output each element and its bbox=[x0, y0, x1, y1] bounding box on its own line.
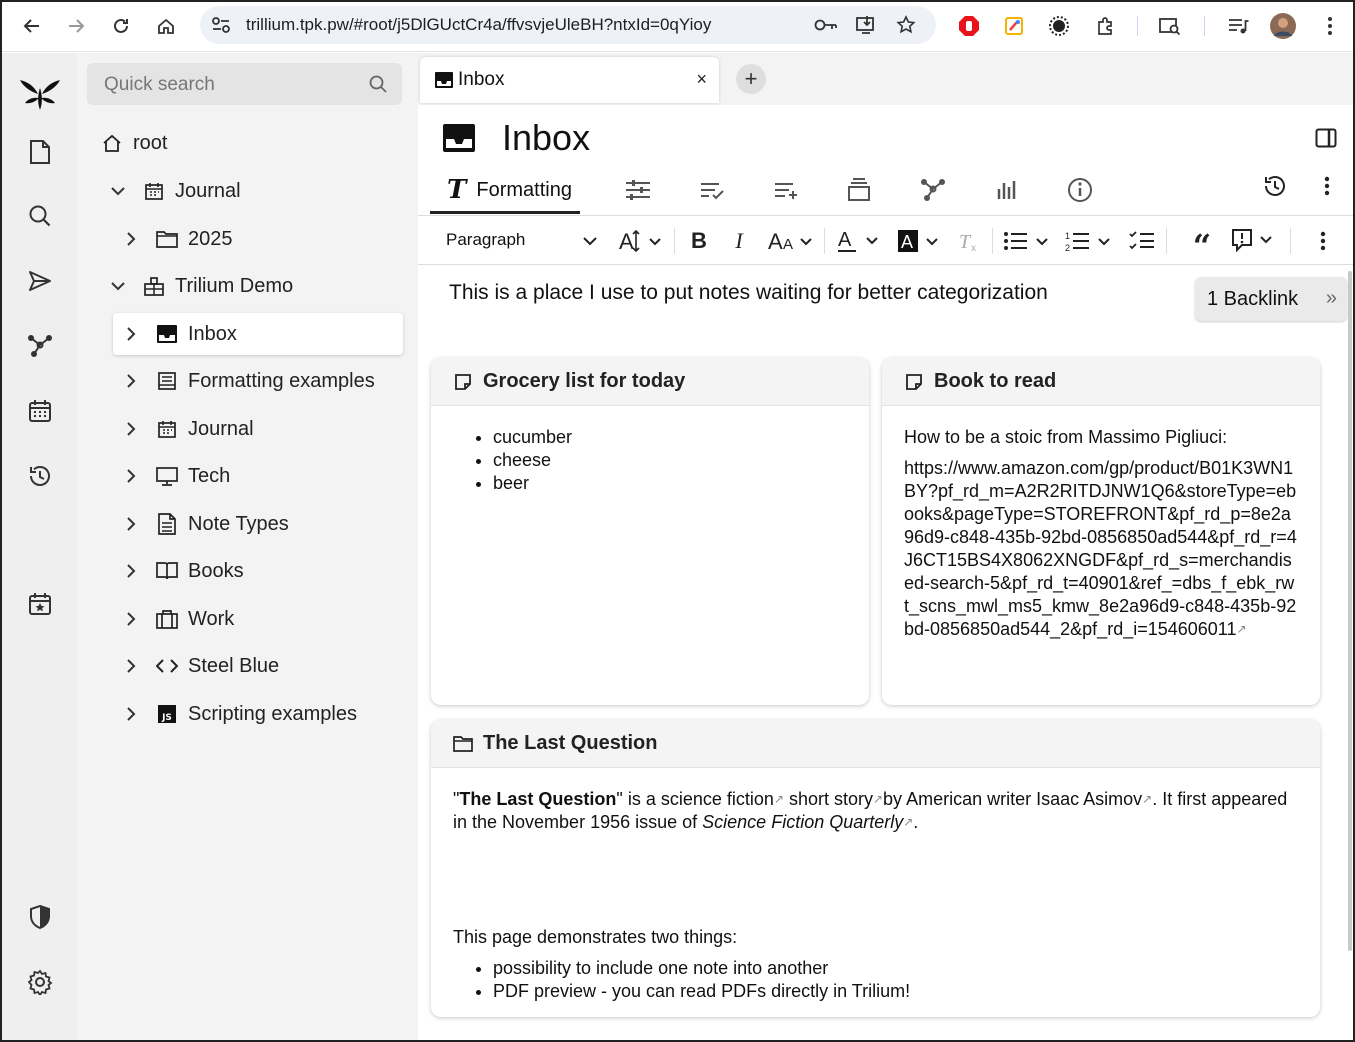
toolbar-separator bbox=[992, 228, 993, 254]
sticky-note-icon bbox=[453, 372, 473, 392]
tree-item-root[interactable] bbox=[101, 122, 167, 164]
tree-item-books[interactable] bbox=[122, 550, 244, 592]
sliders-icon[interactable] bbox=[623, 175, 653, 205]
today-calendar-icon[interactable] bbox=[24, 588, 56, 620]
chevron-right-icon[interactable] bbox=[122, 467, 140, 485]
calendar-icon bbox=[156, 418, 178, 440]
forward-arrow-icon[interactable] bbox=[62, 12, 90, 40]
list-item: • possibility to include one note into another bbox=[493, 957, 1298, 980]
list-item: • PDF preview - you can read PDFs directly in Trilium! bbox=[493, 980, 1298, 1003]
key-icon[interactable] bbox=[812, 11, 840, 39]
tab-strip bbox=[418, 53, 1353, 105]
chevron-right-icon[interactable] bbox=[122, 610, 140, 628]
color-picker-extension-icon[interactable] bbox=[1000, 12, 1028, 40]
content-scrollbar[interactable] bbox=[1348, 271, 1352, 951]
calendar-icon bbox=[143, 180, 165, 202]
star-icon[interactable] bbox=[892, 11, 920, 39]
inbox-icon bbox=[156, 323, 178, 345]
chevron-right-icon[interactable] bbox=[122, 657, 140, 675]
card-title: Book to read bbox=[934, 370, 1057, 392]
tab-formatting[interactable] bbox=[430, 169, 580, 214]
text-case-icon[interactable] bbox=[766, 226, 816, 256]
tree-item-2025[interactable] bbox=[122, 218, 233, 260]
app-icon bbox=[143, 275, 165, 297]
tree-item-label: Books bbox=[188, 559, 244, 582]
history-icon[interactable] bbox=[1260, 171, 1290, 201]
grocery-list bbox=[453, 426, 847, 495]
link-short-story[interactable]: short story bbox=[783, 789, 873, 809]
chevron-down-icon[interactable] bbox=[109, 277, 127, 295]
card-header[interactable] bbox=[431, 358, 869, 406]
svg-text:A: A bbox=[768, 229, 783, 253]
quick-search-placeholder: Quick search bbox=[104, 74, 215, 95]
toolbar-more-icon[interactable] bbox=[1316, 226, 1330, 256]
included-note-grocery[interactable] bbox=[431, 358, 869, 705]
book-open-icon bbox=[156, 370, 178, 392]
demo-list bbox=[453, 957, 1298, 1003]
list-add-icon[interactable] bbox=[771, 175, 801, 205]
toggle-right-pane-icon[interactable] bbox=[1315, 127, 1337, 149]
list-item: • cheese bbox=[493, 449, 847, 472]
note-content[interactable] bbox=[418, 265, 1353, 1042]
chevron-right-icon[interactable] bbox=[122, 562, 140, 580]
tab-title: Inbox bbox=[458, 69, 505, 90]
new-tab-button[interactable]: + bbox=[736, 64, 766, 94]
tree-item-journal-2[interactable] bbox=[122, 408, 254, 450]
inbox-icon bbox=[434, 71, 454, 89]
tree-item-formatting-examples[interactable] bbox=[122, 360, 375, 402]
tree-item-label: Scripting examples bbox=[188, 702, 357, 725]
card-title: The Last Question bbox=[483, 732, 658, 754]
chevron-right-icon[interactable] bbox=[122, 515, 140, 533]
tree-item-tech[interactable] bbox=[122, 455, 230, 497]
chevron-right-icon[interactable] bbox=[122, 230, 140, 248]
tree-item-label: Formatting examples bbox=[188, 369, 375, 392]
tree-item-label: Note Types bbox=[188, 512, 289, 535]
note-title-row bbox=[418, 105, 1353, 169]
text-format-icon: T bbox=[447, 175, 467, 205]
extensions-puzzle-icon[interactable] bbox=[1091, 12, 1119, 40]
monitor-icon bbox=[156, 465, 178, 487]
note-intro-text: This is a place I use to put notes waiting for better categorization bbox=[449, 281, 1048, 304]
bar-chart-icon[interactable] bbox=[992, 175, 1022, 205]
install-app-icon[interactable] bbox=[852, 11, 880, 39]
toolbar-separator bbox=[1290, 228, 1291, 254]
note-map-icon[interactable] bbox=[918, 175, 948, 205]
bold-title: The Last Question bbox=[459, 789, 617, 809]
tree-item-label: Journal bbox=[175, 179, 241, 202]
blockquote-icon[interactable]: “ bbox=[1192, 227, 1212, 265]
demo-intro: This page demonstrates two things: bbox=[453, 927, 738, 947]
external-link-icon: ↗ bbox=[773, 792, 784, 806]
note-title[interactable]: Inbox bbox=[502, 117, 591, 158]
svg-text:A: A bbox=[783, 236, 794, 253]
external-link-icon: ↗ bbox=[1142, 792, 1153, 806]
bulleted-list-icon[interactable] bbox=[1002, 226, 1052, 256]
backlink-label: 1 Backlink bbox=[1207, 287, 1299, 310]
text-segment: is a science fiction bbox=[622, 789, 774, 809]
home-icon bbox=[101, 132, 123, 154]
file-text-icon bbox=[156, 513, 178, 535]
settings-gear-icon[interactable] bbox=[24, 966, 56, 998]
external-link-icon: ↗ bbox=[903, 815, 914, 829]
toolbar-divider bbox=[1137, 16, 1138, 36]
tab-close-button[interactable]: × bbox=[696, 69, 707, 89]
link-science-fiction-quarterly[interactable]: Science Fiction Quarterly bbox=[702, 812, 904, 832]
reload-icon[interactable] bbox=[107, 12, 135, 40]
tree-item-journal[interactable] bbox=[109, 170, 241, 212]
card-title: Grocery list for today bbox=[483, 370, 686, 392]
svg-text:JS: JS bbox=[162, 713, 172, 723]
remove-format-icon[interactable] bbox=[956, 226, 982, 256]
italic-icon[interactable]: I bbox=[735, 228, 743, 253]
list-check-icon[interactable] bbox=[697, 175, 727, 205]
tree-item-label: Inbox bbox=[188, 322, 237, 345]
external-link-icon: ↗ bbox=[872, 792, 884, 806]
tree-item-label: Steel Blue bbox=[188, 654, 280, 677]
tree-item-trilium-demo[interactable] bbox=[109, 265, 293, 307]
briefcase-icon bbox=[156, 608, 178, 630]
included-note-book[interactable] bbox=[882, 358, 1320, 705]
backlink-button[interactable] bbox=[1195, 277, 1347, 321]
js-icon bbox=[156, 703, 178, 725]
formatting-tab-label: Formatting bbox=[476, 178, 572, 201]
link-isaac-asimov[interactable]: by American writer Isaac Asimov bbox=[883, 789, 1143, 809]
toolbar-separator bbox=[674, 228, 675, 254]
numbered-list-icon[interactable] bbox=[1064, 226, 1114, 256]
main-note-area bbox=[418, 53, 1353, 1042]
book-link[interactable] bbox=[904, 457, 1298, 641]
quick-search-input[interactable] bbox=[87, 63, 402, 105]
todo-list-icon[interactable] bbox=[1128, 226, 1156, 256]
chevron-right-icon[interactable] bbox=[122, 325, 140, 343]
list-item: • cucumber bbox=[493, 426, 847, 449]
adblock-extension-icon[interactable] bbox=[955, 12, 983, 40]
paragraph-style-dropdown[interactable]: Paragraph bbox=[446, 230, 526, 249]
media-queue-icon[interactable] bbox=[1224, 12, 1252, 40]
send-icon[interactable] bbox=[24, 265, 56, 297]
font-color-icon[interactable] bbox=[836, 226, 882, 256]
sun-extension-icon[interactable] bbox=[1045, 12, 1073, 40]
svg-text:1: 1 bbox=[1065, 231, 1071, 241]
chevron-right-icon[interactable] bbox=[122, 372, 140, 390]
folder-icon bbox=[156, 228, 178, 250]
address-bar[interactable] bbox=[200, 6, 936, 44]
tree-item-label: 2025 bbox=[188, 227, 233, 250]
url-text: trillium.tpk.pw/#root/j5DlGUctCr4a/ffvsvjeUleBH?ntxId=0qYioy bbox=[246, 15, 712, 34]
tree-item-label: Work bbox=[188, 607, 235, 630]
tree-item-steel-blue[interactable] bbox=[122, 645, 279, 687]
site-settings-icon[interactable] bbox=[210, 15, 232, 35]
tree-item-note-types[interactable] bbox=[122, 503, 289, 545]
protected-session-icon[interactable] bbox=[24, 901, 56, 933]
search-icon[interactable] bbox=[24, 200, 56, 232]
trilium-logo-icon[interactable] bbox=[18, 73, 62, 113]
tree-item-label: Trilium Demo bbox=[175, 274, 294, 297]
tree-item-label: root bbox=[133, 131, 168, 154]
svg-text:A: A bbox=[901, 232, 914, 252]
profile-avatar[interactable] bbox=[1269, 12, 1297, 40]
note-map-icon[interactable] bbox=[24, 330, 56, 362]
chevron-right-icon[interactable] bbox=[122, 420, 140, 438]
background-color-icon[interactable] bbox=[896, 226, 942, 256]
svg-text:x: x bbox=[971, 243, 976, 253]
new-note-icon[interactable] bbox=[24, 136, 56, 168]
launcher-bar bbox=[2, 53, 77, 1042]
browser-menu-icon[interactable] bbox=[1316, 12, 1344, 40]
svg-text:2: 2 bbox=[1065, 243, 1071, 253]
card-header[interactable] bbox=[882, 358, 1320, 406]
text-segment: . bbox=[913, 812, 919, 832]
book-description: How to be a stoic from Massimo Pigliuci: bbox=[904, 427, 1228, 447]
tab-inbox[interactable] bbox=[420, 57, 719, 103]
calendar-icon[interactable] bbox=[24, 395, 56, 427]
home-icon[interactable] bbox=[152, 12, 180, 40]
info-icon[interactable] bbox=[1065, 175, 1095, 205]
tree-item-work[interactable] bbox=[122, 598, 234, 640]
tree-item-label: Tech bbox=[188, 464, 231, 487]
book-link-text: https://www.amazon.com/gp/product/B01K3WN1BY?pf_rd_m=A2R2RITDJNW1Q6&storeType=ebooks&pageType=STOREFRONT&pf_rd_p=8e2a96d9-c848-435b-92bd-0856850ad544&pf_rd_r=4J6CT15BS4X8062XNGDF&pf_rd_s=merchandised-search-5&pf_rd_t=40901&ref_=dbs_f_ebk_rwt_scns_mwl_ms5_kmw_8e2a96d9-c848-435b-92bd-0856850ad544_2&pf_rd_i=154606011 bbox=[904, 458, 1297, 639]
list-item: • beer bbox=[493, 472, 847, 495]
double-chevron-right-icon: » bbox=[1325, 287, 1337, 309]
search-tab-icon[interactable] bbox=[1156, 12, 1184, 40]
back-arrow-icon[interactable] bbox=[18, 12, 46, 40]
collection-icon[interactable] bbox=[844, 175, 874, 205]
browser-toolbar bbox=[2, 2, 1353, 52]
chevron-down-icon[interactable] bbox=[581, 226, 599, 256]
admonition-icon[interactable] bbox=[1230, 226, 1278, 256]
code-icon bbox=[156, 655, 178, 677]
toolbar-separator bbox=[1166, 228, 1167, 254]
bold-icon[interactable]: B bbox=[691, 228, 707, 253]
svg-text:A: A bbox=[838, 229, 852, 251]
chevron-right-icon[interactable] bbox=[122, 705, 140, 723]
note-tree-panel bbox=[77, 53, 418, 1042]
font-size-icon[interactable] bbox=[616, 226, 666, 256]
toolbar-separator bbox=[824, 228, 825, 254]
included-note-last-question[interactable] bbox=[431, 720, 1320, 1017]
chevron-down-icon[interactable] bbox=[109, 182, 127, 200]
card-header[interactable] bbox=[431, 720, 1320, 768]
svg-text:A: A bbox=[619, 229, 634, 253]
ribbon bbox=[418, 169, 1353, 215]
tree-item-label: Journal bbox=[188, 417, 254, 440]
sticky-note-icon bbox=[904, 372, 924, 392]
last-question-paragraph bbox=[453, 788, 1298, 834]
folder-icon bbox=[453, 734, 473, 754]
more-vertical-icon[interactable] bbox=[1312, 171, 1342, 201]
quote-mark: " bbox=[616, 789, 623, 809]
quote-mark: " bbox=[453, 789, 460, 809]
search-icon[interactable] bbox=[368, 74, 388, 94]
svg-text:T: T bbox=[959, 231, 971, 253]
recent-changes-icon[interactable] bbox=[24, 460, 56, 492]
book-icon bbox=[156, 560, 178, 582]
text-segment: . It first appeared in the November 1956 issue of bbox=[453, 789, 1288, 832]
toolbar-divider bbox=[1204, 16, 1205, 36]
inbox-icon[interactable] bbox=[442, 123, 476, 153]
editor-toolbar bbox=[418, 215, 1353, 265]
external-link-icon: ↗ bbox=[1236, 622, 1247, 636]
tree-item-inbox[interactable] bbox=[113, 313, 403, 355]
tree-item-scripting-examples[interactable] bbox=[122, 693, 357, 735]
